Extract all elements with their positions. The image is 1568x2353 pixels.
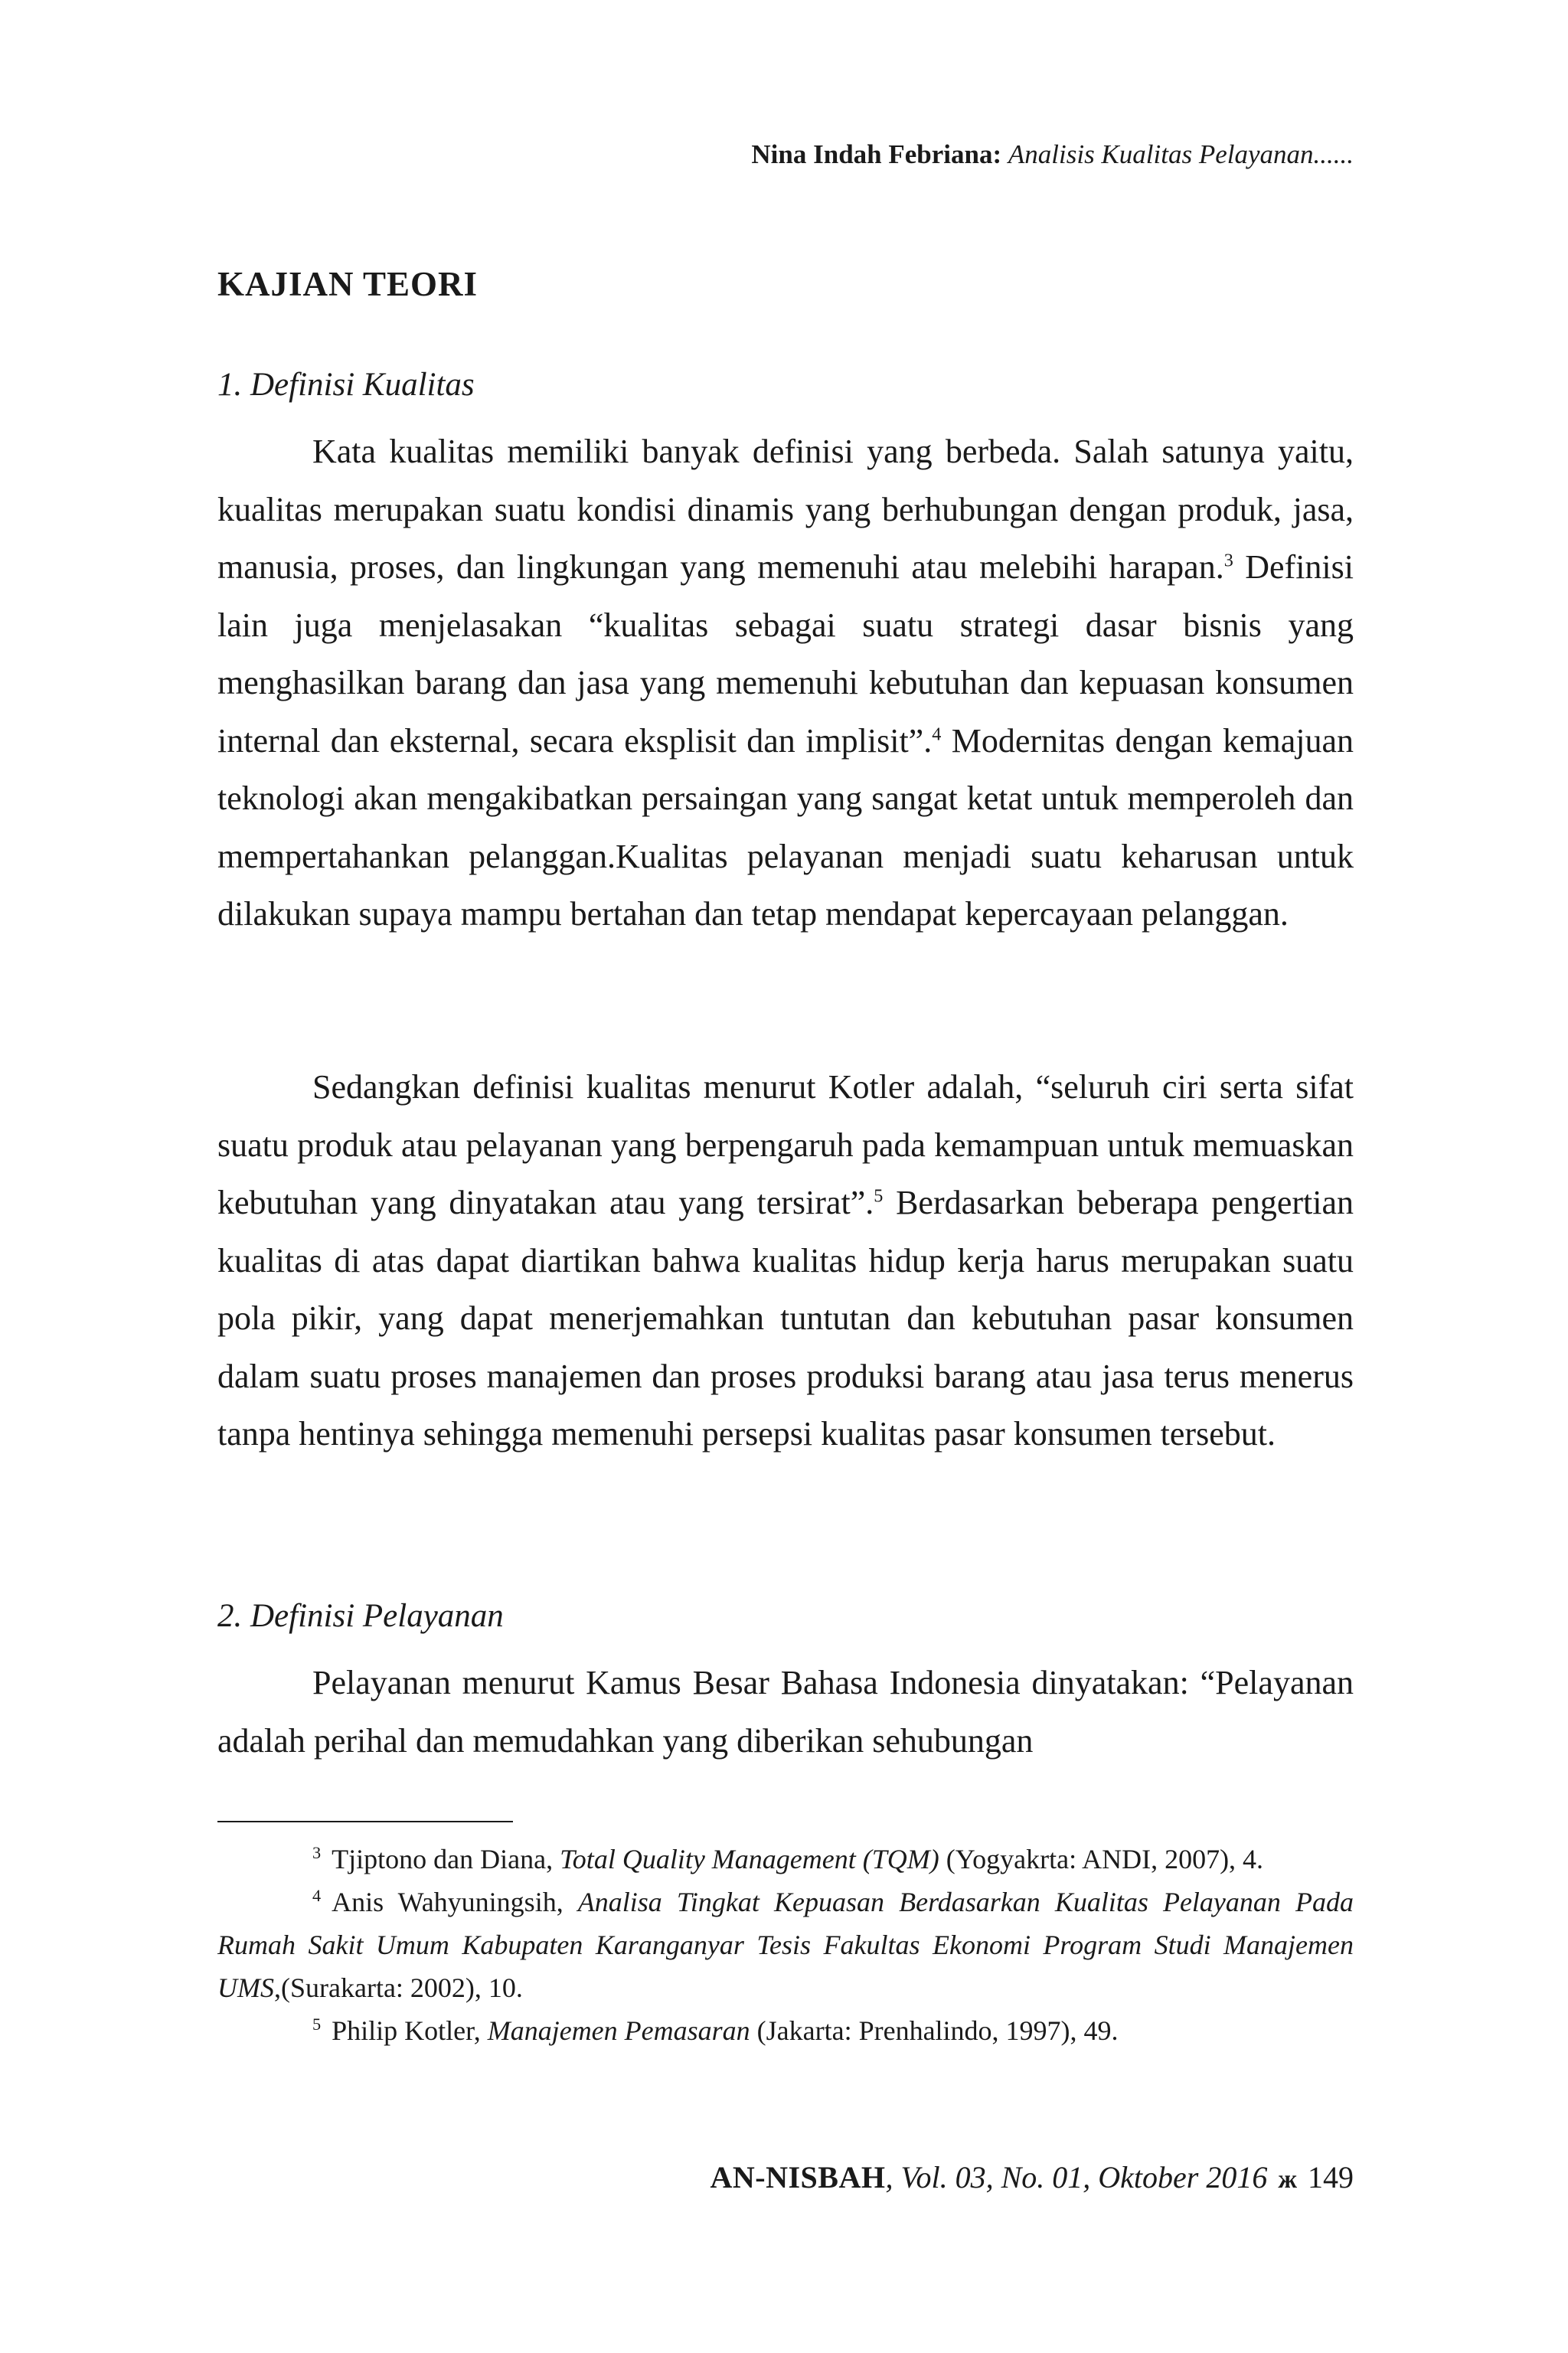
footnote-4	[217, 1881, 1354, 2009]
paragraph-text: Definisi lain juga menjelasakan “kualitas sebagai suatu strategi dasar bisnis yang menghasilkan barang dan jasa yang memenuhi kebutuhan dan kepuasan konsumen internal dan eksternal, secara eksplisit dan implisit”.	[217, 548, 1354, 760]
document-page	[217, 0, 1354, 2353]
journal-name: AN-NISBAH	[710, 2160, 886, 2194]
paragraph-3	[217, 1654, 1354, 1770]
footnote-3	[217, 1838, 1354, 1881]
footnote-divider	[217, 1821, 513, 1822]
footnote-text: (Jakarta: Prenhalindo, 1997), 49.	[750, 2015, 1119, 2046]
paragraph-text: Berdasarkan beberapa pengertian kualitas di atas dapat diartikan bahwa kualitas hidup kerja harus merupakan suatu pola pikir, yang dapat menerjemahkan tuntutan dan kebutuhan pasar konsumen dalam suatu proses manajemen dan proses produksi barang atau jasa terus menerus tanpa hentinya sehingga memenuhi persepsi kualitas pasar konsumen tersebut.	[217, 1184, 1354, 1453]
paragraph-text: Kata kualitas memiliki banyak definisi yang berbeda. Salah satunya yaitu, kualitas merupakan suatu kondisi dinamis yang berhubungan dengan produk, jasa, manusia, proses, dan lingkungan yang memenuhi atau melebihi harapan.	[217, 433, 1354, 586]
paragraph-text: Pelayanan menurut Kamus Besar Bahasa Indonesia dinyatakan: “Pelayanan adalah perihal dan memudahkan yang diberikan sehubungan	[217, 1664, 1354, 1760]
running-head-author: Nina Indah Febriana:	[751, 139, 1002, 169]
footnote-title: Analisa Tingkat Kepuasan Berdasarkan Kualitas Pelayanan Pada Rumah Sakit Umum Kabupaten Karanganyar Tesis Fakultas Ekonomi Program Studi Manajemen UMS	[217, 1887, 1354, 2003]
footnote-title: Manajemen Pemasaran	[487, 2015, 750, 2046]
footnote-text: Philip Kotler,	[332, 2015, 488, 2046]
running-head	[751, 139, 1354, 170]
paragraph-text: Modernitas dengan kemajuan teknologi akan mengakibatkan persaingan yang sangat ketat untuk memperoleh dan mempertahankan pelanggan.Kualitas pelayanan menjadi suatu keharusan untuk dilakukan supaya mampu bertahan dan tetap mendapat kepercayaan pelanggan.	[217, 721, 1354, 933]
footnote-ref[interactable]: 4	[932, 723, 942, 744]
footnote-text: ,(Surakarta: 2002), 10.	[274, 1972, 523, 2003]
paragraph-text: Sedangkan definisi kualitas menurut Kotler adalah, “seluruh ciri serta sifat suatu produk atau pelayanan yang berpengaruh pada kemampuan untuk memuaskan kebutuhan yang dinyatakan atau yang tersirat”.	[217, 1068, 1354, 1221]
footnote-text: (Yogyakrta: ANDI, 2007), 4.	[939, 1844, 1264, 1874]
ornament-glyph: ж	[1278, 2165, 1297, 2194]
footnote-title: Total Quality Management (TQM)	[560, 1844, 939, 1874]
footnote-text: Anis Wahyuningsih,	[332, 1887, 578, 1917]
journal-issue: , Vol. 03, No. 01, Oktober 2016	[885, 2160, 1268, 2194]
footnote-ref[interactable]: 5	[874, 1185, 884, 1207]
paragraph-1	[217, 423, 1354, 943]
subsection-heading-2: 2. Definisi Pelayanan	[217, 1598, 504, 1634]
running-head-title: Analisis Kualitas Pelayanan......	[1008, 139, 1354, 169]
running-foot	[710, 2159, 1354, 2195]
footnote-mark: 5	[312, 2015, 322, 2034]
page-number: 149	[1308, 2160, 1354, 2194]
subsection-heading-1: 1. Definisi Kualitas	[217, 367, 475, 403]
section-heading: KAJIAN TEORI	[217, 265, 478, 303]
footnote-5	[217, 2009, 1354, 2052]
footnote-ref[interactable]: 3	[1223, 550, 1233, 571]
footnotes	[217, 1838, 1354, 2052]
footnote-text: Tjiptono dan Diana,	[332, 1844, 560, 1874]
footnote-mark: 3	[312, 1843, 322, 1862]
paragraph-2	[217, 1058, 1354, 1463]
footnote-mark: 4	[312, 1886, 322, 1905]
